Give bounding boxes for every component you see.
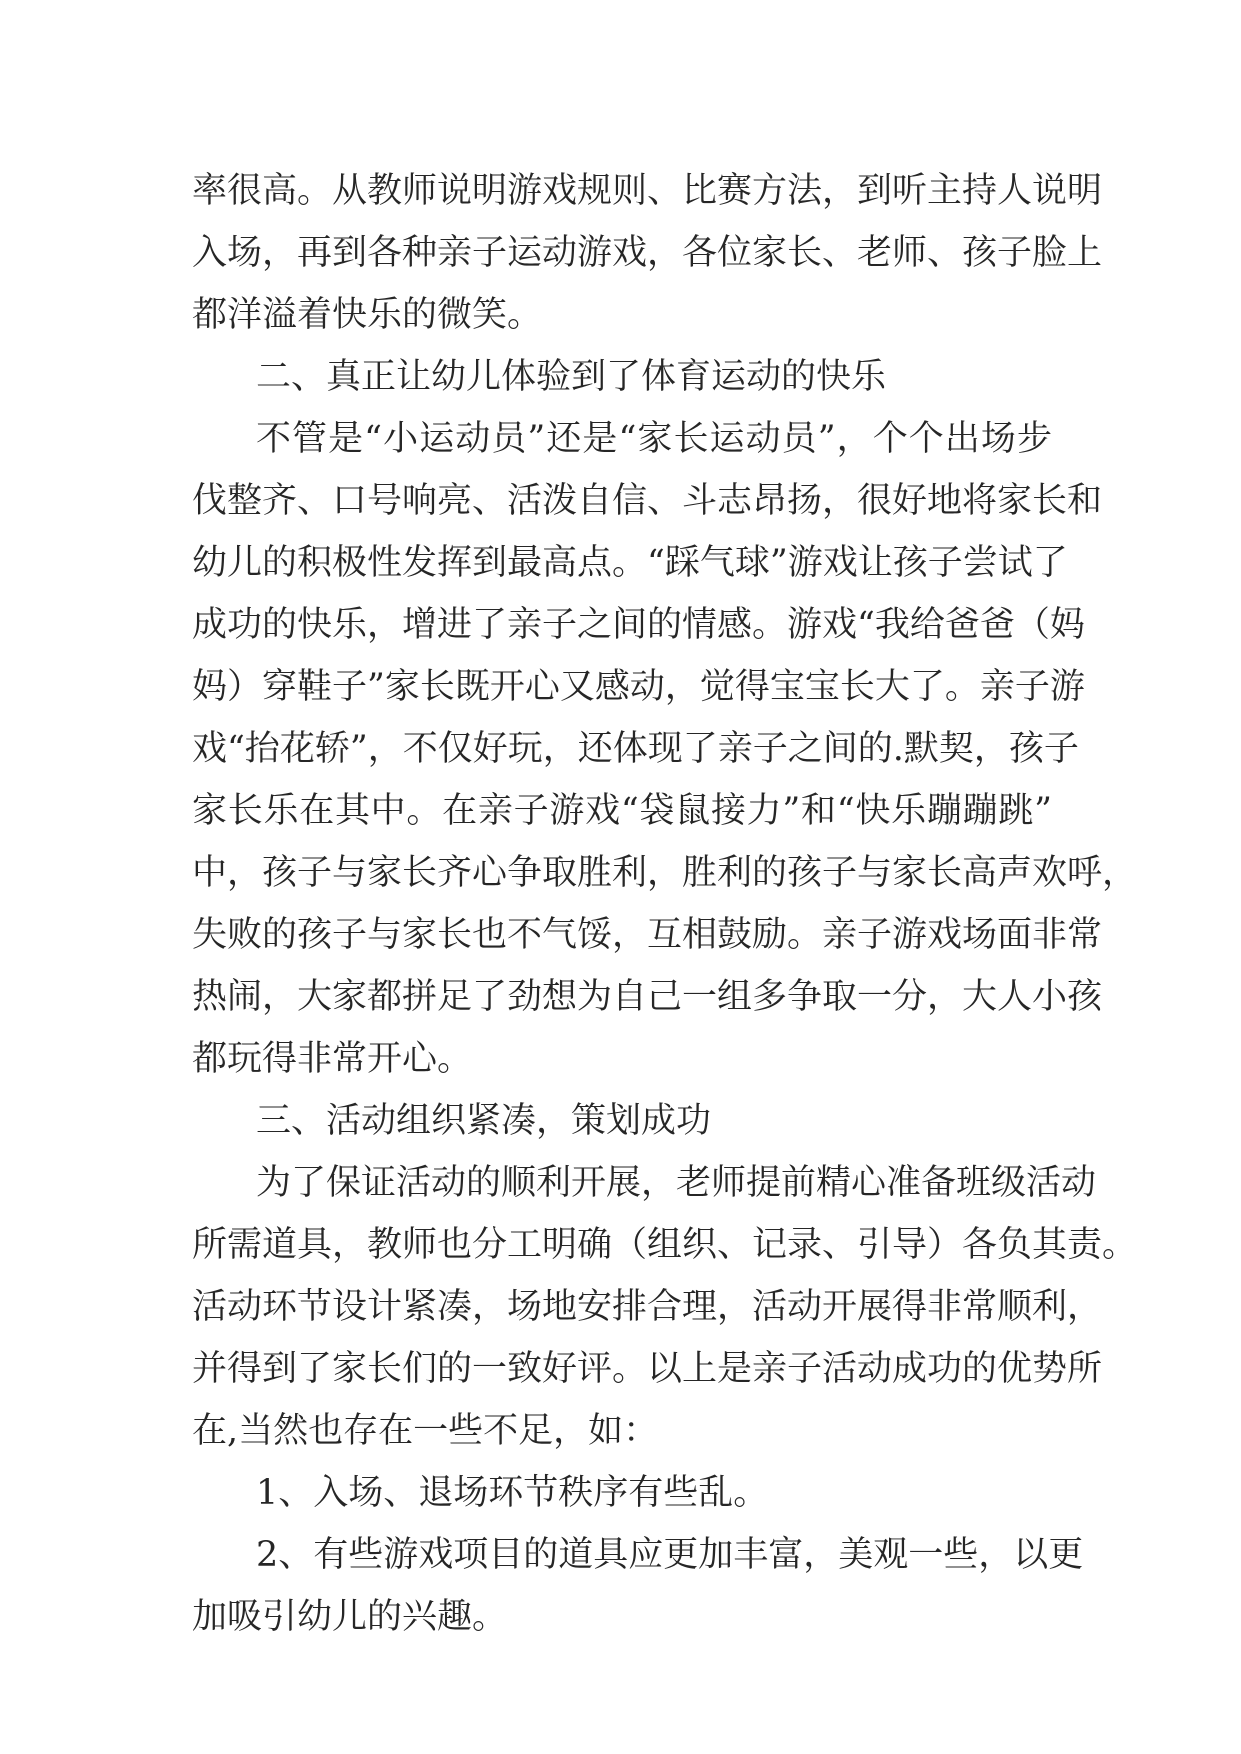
text-line: 入场，再到各种亲子运动游戏，各位家长、老师、孩子脸上	[192, 233, 1103, 273]
text-line: 中，孩子与家长齐心争取胜利，胜利的孩子与家长高声欢呼，	[192, 853, 1138, 893]
text-line: 率很高。从教师说明游戏规则、比赛方法，到听主持人说明	[192, 171, 1103, 211]
text-line: 1、入场、退场环节秩序有些乱。	[256, 1473, 769, 1513]
text-line: 活动环节设计紧凑，场地安排合理，活动开展得非常顺利，	[192, 1287, 1103, 1327]
text-line: 幼儿的积极性发挥到最高点。“踩气球”游戏让孩子尝试了	[192, 543, 1068, 583]
section-heading	[192, 346, 1052, 408]
text-line: 2、有些游戏项目的道具应更加丰富，美观一些，以更	[256, 1535, 1084, 1575]
text-line: 失败的孩子与家长也不气馁，互相鼓励。亲子游戏场面非常	[192, 915, 1103, 955]
paragraph	[192, 160, 1103, 346]
text-line: 伐整齐、口号响亮、活泼自信、斗志昂扬，很好地将家长和	[192, 481, 1103, 521]
text-line: 成功的快乐，增进了亲子之间的情感。游戏“我给爸爸（妈	[192, 605, 1085, 645]
text-line: 不管是“小运动员”还是“家长运动员”，个个出场步	[256, 419, 1052, 459]
text-line: 家长乐在其中。在亲子游戏“袋鼠接力”和“快乐蹦蹦跳”	[192, 791, 1052, 831]
heading-line: 三、活动组织紧凑，策划成功	[256, 1101, 712, 1141]
heading-line: 二、真正让幼儿体验到了体育运动的快乐	[256, 357, 887, 397]
text-line: 热闹，大家都拼足了劲想为自己一组多争取一分，大人小孩	[192, 977, 1103, 1017]
text-line: 为了保证活动的顺利开展，老师提前精心准备班级活动	[256, 1163, 1097, 1203]
list-item	[192, 1524, 1084, 1648]
document-body	[192, 160, 1138, 1648]
text-line: 在,当然也存在一些不足，如：	[192, 1411, 659, 1451]
paragraph	[192, 1152, 1138, 1462]
text-line: 并得到了家长们的一致好评。以上是亲子活动成功的优势所	[192, 1349, 1103, 1389]
list-item	[192, 1462, 1052, 1524]
text-line: 所需道具，教师也分工明确（组织、记录、引导）各负其责。	[192, 1225, 1138, 1265]
text-line: 妈）穿鞋子”家长既开心又感动，觉得宝宝长大了。亲子游	[192, 667, 1085, 707]
text-line: 戏“抬花轿”，不仅好玩，还体现了亲子之间的.默契，孩子	[192, 729, 1079, 769]
text-line: 加吸引幼儿的兴趣。	[192, 1597, 508, 1637]
section-heading	[192, 1090, 1052, 1152]
paragraph	[192, 408, 1138, 1090]
text-line: 都洋溢着快乐的微笑。	[192, 295, 543, 335]
text-line: 都玩得非常开心。	[192, 1039, 473, 1079]
